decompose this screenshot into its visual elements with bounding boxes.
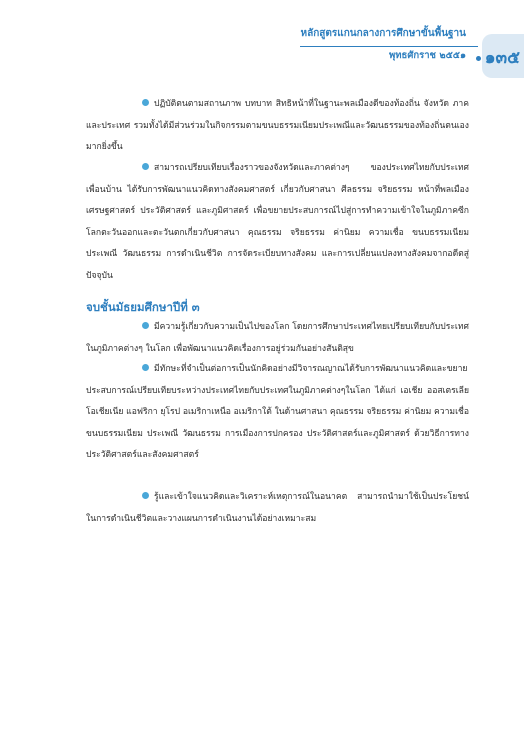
- paragraph-text: สามารถเปรียบเทียบเรื่องราวของจังหวัดและภาคต่างๆ ของประเทศไทยกับประเทศเพื่อนบ้าน ได้รับการพัฒนาแนวคิดทางสังคมศาสตร์ เกี่ยวกับศาสนา ศีลธรรม จริยธรรม หน้าที่พลเมือง เศรษฐศาสตร์ ประวัติศาสตร์ และภูมิศาสตร์ เพื่อขยายประสบการณ์ไปสู่การทำความเข้าใจในภูมิภาคซีกโลกตะวันออกและตะวันตกเกี่ยวกับศาสนา คุณธรรม จริยธรรม ค่านิยม ความเชื่อ ขนบธรรมเนียม ประเพณี วัฒนธรรม การดำเนินชีวิต การจัดระเบียบทางสังคม และการเปลี่ยนแปลงทางสังคมจากอดีตสู่ปัจจุบัน: [86, 163, 469, 281]
- paragraph-text: รู้และเข้าใจแนวคิดและวิเคราะห์เหตุการณ์ในอนาคต สามารถนำมาใช้เป็นประโยชน์ในการดำเนินชีวิตและวางแผนการดำเนินงานได้อย่างเหมาะสม: [86, 492, 469, 524]
- bullet-icon: [142, 364, 149, 371]
- section-heading: จบชั้นมัธยมศึกษาปีที่ ๓: [86, 300, 200, 314]
- curriculum-year: พุทธศักราช ๒๕๕๑: [389, 50, 466, 61]
- paragraph: [86, 158, 469, 287]
- paragraph: [86, 94, 469, 159]
- page-number-tab: [482, 34, 524, 78]
- bullet-icon: [142, 322, 149, 329]
- paragraph-text: มีความรู้เกี่ยวกับความเป็นไปของโลก โดยการศึกษาประเทศไทยเปรียบเทียบกับประเทศในภูมิภาคต่างๆ ในโลก เพื่อพัฒนาแนวคิดเรื่องการอยู่ร่วมกันอย่างสันติสุข: [86, 322, 469, 354]
- bullet-icon: [142, 492, 149, 499]
- paragraph: [86, 487, 469, 530]
- curriculum-title: หลักสูตรแกนกลางการศึกษาขั้นพื้นฐาน: [300, 28, 466, 39]
- header-dot-icon: [476, 56, 481, 61]
- paragraph: [86, 359, 469, 467]
- page-number: ๑๓๕: [484, 48, 520, 68]
- paragraph: [86, 317, 469, 360]
- bullet-icon: [142, 163, 149, 170]
- bullet-icon: [142, 99, 149, 106]
- paragraph-text: มีทักษะที่จำเป็นต่อการเป็นนักคิดอย่างมีวิจารณญาณได้รับการพัฒนาแนวคิดและขยายประสบการณ์เปรียบเทียบระหว่างประเทศไทยกับประเทศในภูมิภาคต่างๆในโลก ได้แก่ เอเชีย ออสเตรเลีย โอเชียเนีย แอฟริกา ยุโรป อเมริกาเหนือ อเมริกาใต้ ในด้านศาสนา คุณธรรม จริยธรรม ค่านิยม ความเชื่อ ขนบธรรมเนียม ประเพณี วัฒนธรรม การเมืองการปกครอง ประวัติศาสตร์และภูมิศาสตร์ ด้วยวิธีการทางประวัติศาสตร์และสังคมศาสตร์: [86, 364, 469, 460]
- header-divider: [300, 46, 478, 47]
- paragraph-text: ปฏิบัติตนตามสถานภาพ บทบาท สิทธิหน้าที่ในฐานะพลเมืองดีของท้องถิ่น จังหวัด ภาค และประเทศ รวมทั้งได้มีส่วนร่วมในกิจกรรมตามขนบธรรมเนียมประเพณีและวัฒนธรรมของท้องถิ่นตนเองมากยิ่งขึ้น: [86, 99, 469, 152]
